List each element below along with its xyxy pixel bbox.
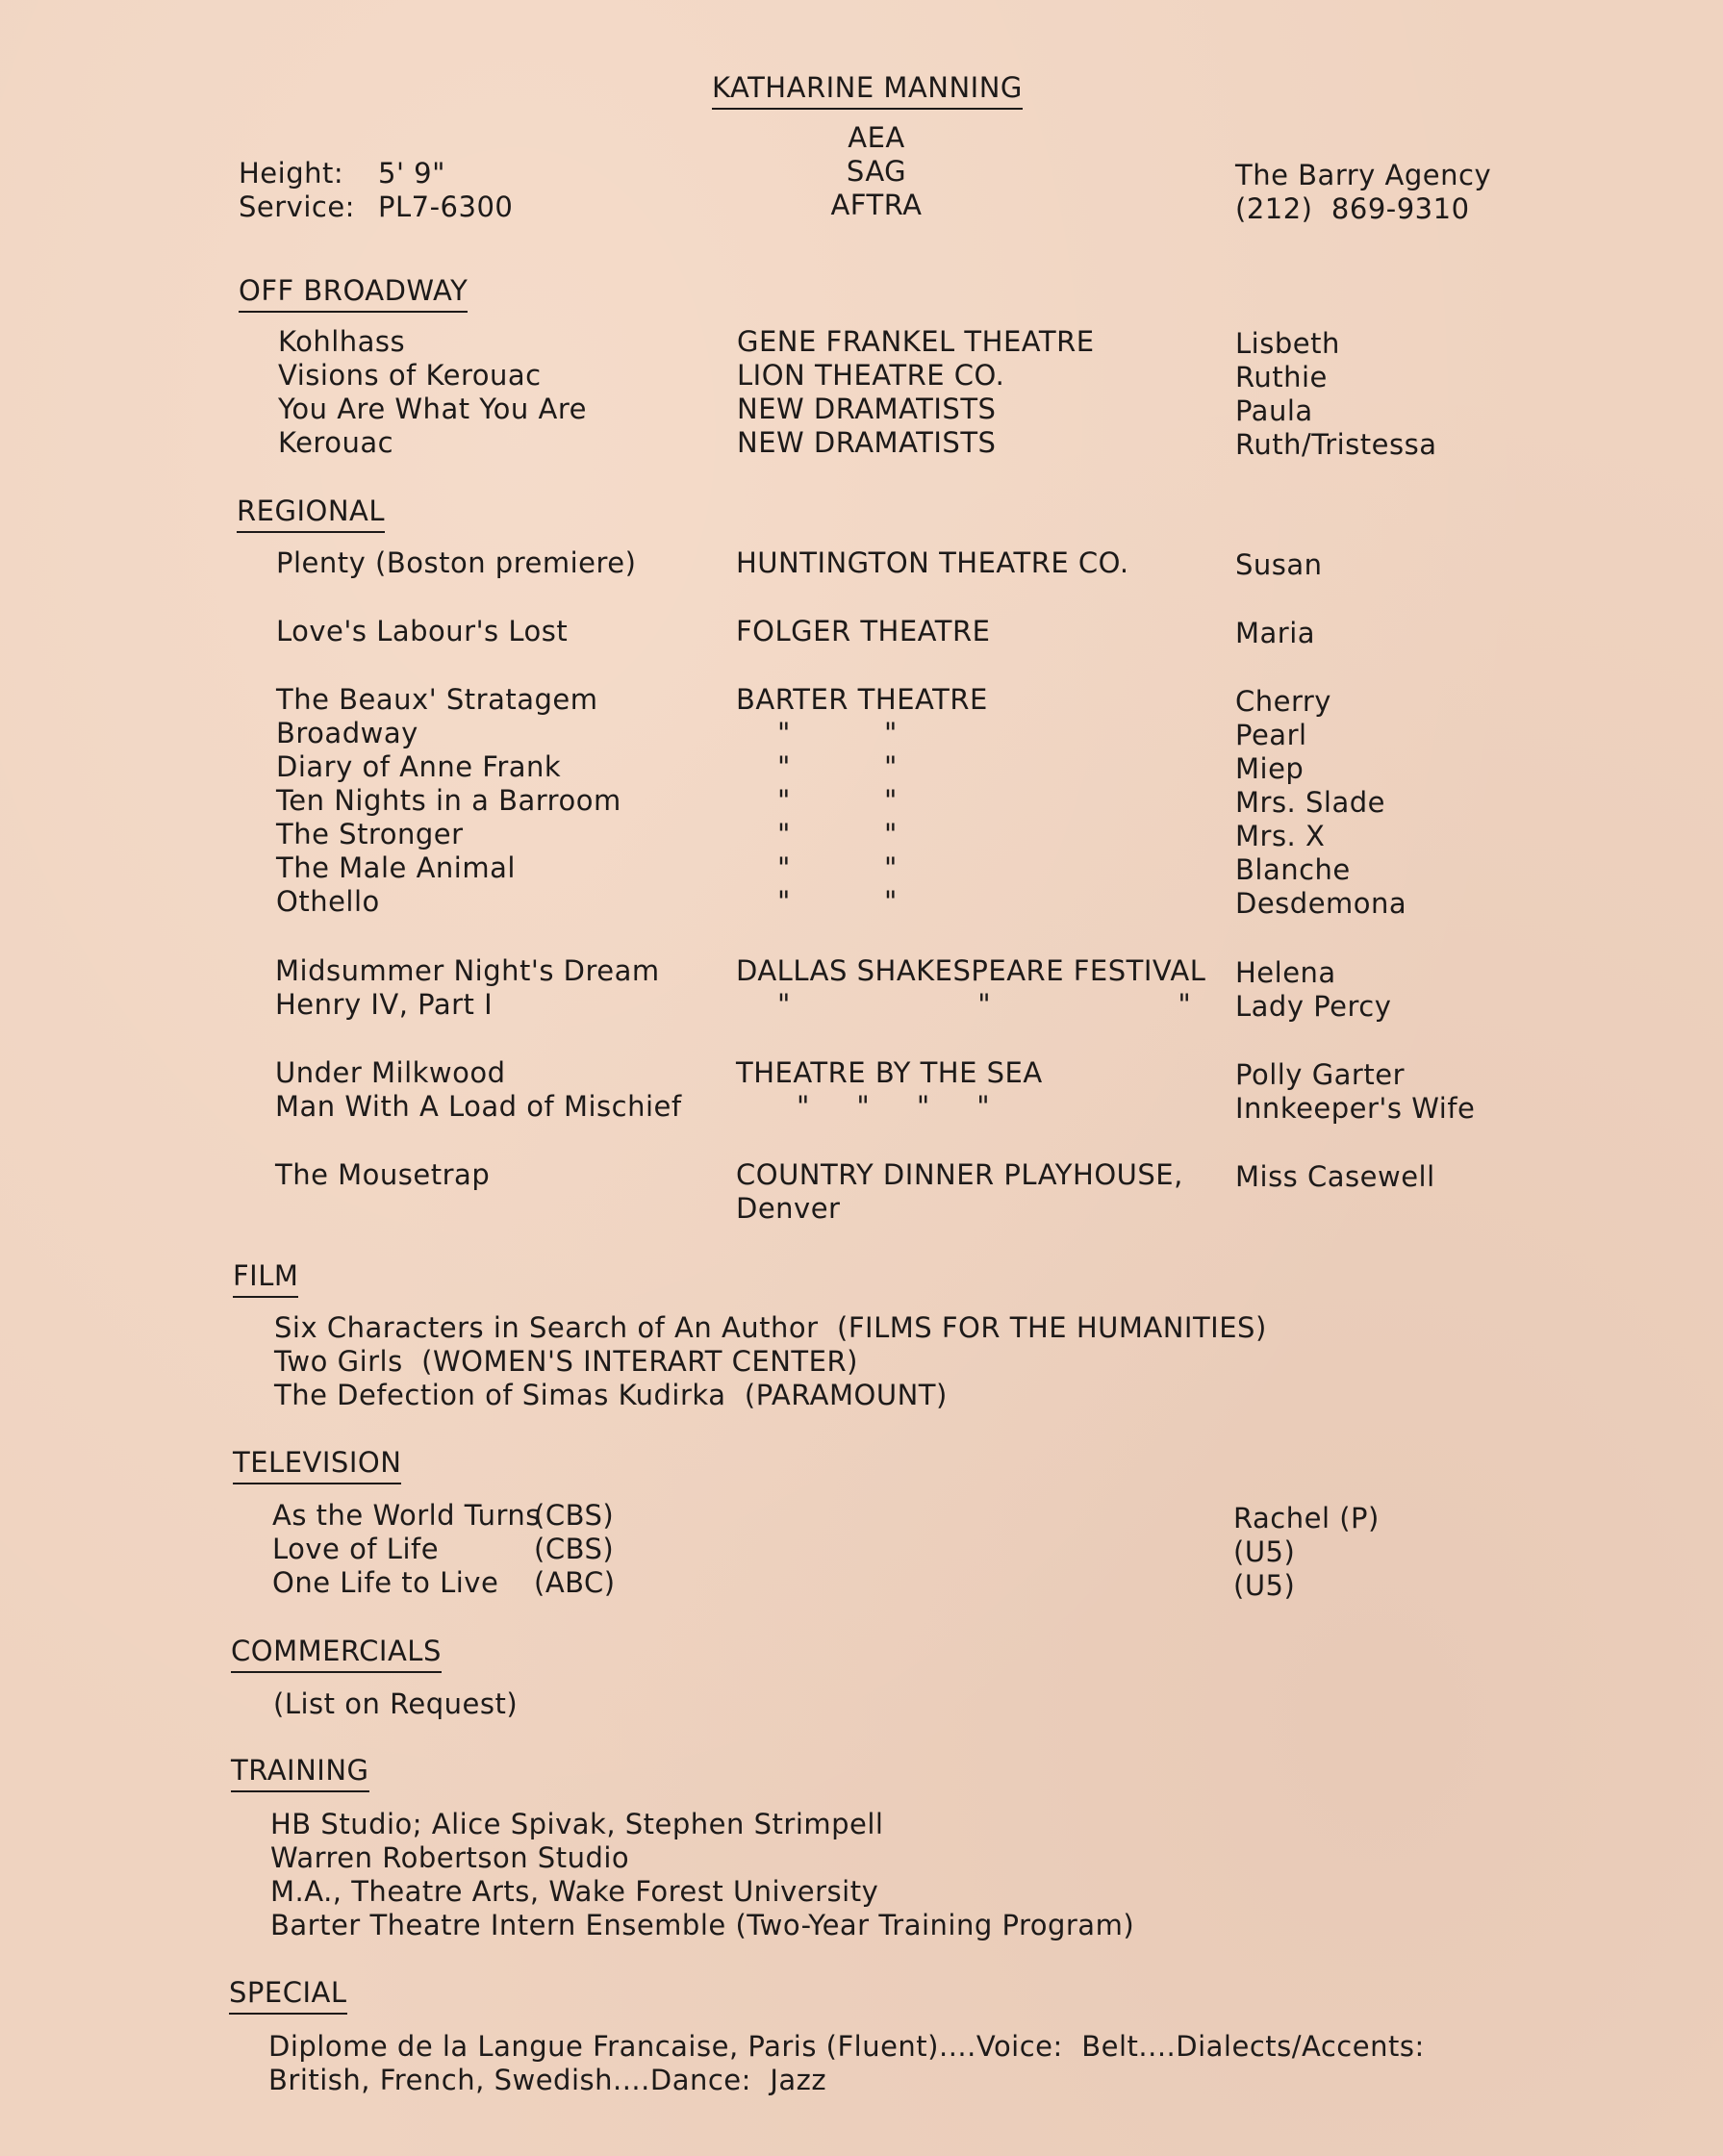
section-heading-television: TELEVISION — [233, 1446, 401, 1484]
credit-show: The Mousetrap — [275, 1158, 491, 1191]
credit-show: Othello — [276, 885, 380, 918]
credit-role: Blanche — [1235, 853, 1351, 886]
credit-show: The Stronger — [276, 818, 464, 850]
film-credit: Six Characters in Search of An Author (FILMS FOR THE HUMANITIES) — [274, 1311, 1267, 1344]
agency-name: The Barry Agency — [1235, 159, 1492, 191]
training-item: HB Studio; Alice Spivak, Stephen Strimpell — [270, 1808, 884, 1840]
credit-show: Under Milkwood — [275, 1056, 506, 1089]
credit-venue-ditto: " " — [777, 750, 898, 783]
credit-venue: NEW DRAMATISTS — [737, 393, 997, 425]
credit-role: Helena — [1235, 956, 1336, 989]
credit-venue: HUNTINGTON THEATRE CO. — [736, 546, 1129, 579]
credit-venue: FOLGER THEATRE — [736, 615, 991, 647]
tv-role: (U5) — [1233, 1535, 1296, 1568]
section-heading-commercials: COMMERCIALS — [231, 1635, 442, 1673]
service-label: Service: — [239, 190, 355, 223]
credit-show: The Beaux' Stratagem — [276, 683, 598, 716]
credit-venue-ditto: " " " — [777, 988, 1192, 1021]
section-heading-off-broadway: OFF BROADWAY — [239, 274, 468, 313]
height-label: Height: — [239, 157, 344, 190]
credit-role: Mrs. X — [1235, 820, 1326, 852]
union-sag: SAG — [846, 155, 907, 188]
credit-venue-ditto: " " — [777, 784, 898, 817]
credit-venue: NEW DRAMATISTS — [737, 426, 997, 459]
tv-show: As the World Turns — [272, 1499, 541, 1532]
credit-show: Plenty (Boston premiere) — [276, 546, 637, 579]
tv-role: Rachel (P) — [1233, 1502, 1380, 1535]
credit-role: Innkeeper's Wife — [1235, 1092, 1476, 1125]
credit-show: Visions of Kerouac — [278, 359, 542, 392]
credit-show: Kerouac — [278, 426, 394, 459]
section-heading-training: TRAINING — [231, 1754, 369, 1792]
tv-network: (ABC) — [534, 1566, 616, 1599]
credit-role: Ruth/Tristessa — [1235, 428, 1437, 461]
credit-role: Miss Casewell — [1235, 1160, 1435, 1193]
film-credit: The Defection of Simas Kudirka (PARAMOUNT) — [274, 1379, 948, 1411]
credit-role: Miep — [1235, 752, 1305, 785]
credit-role: Paula — [1235, 394, 1313, 427]
tv-role: (U5) — [1233, 1569, 1296, 1602]
section-heading-film: FILM — [233, 1259, 298, 1298]
credit-role: Polly Garter — [1235, 1058, 1405, 1091]
special-line: Diplome de la Langue Francaise, Paris (Fluent)....Voice: Belt....Dialects/Accents: — [268, 2030, 1425, 2063]
credit-venue-ditto: " " — [777, 717, 898, 749]
tv-show: One Life to Live — [272, 1566, 499, 1599]
credit-venue-ditto: " " — [777, 885, 898, 918]
credit-show: Kohlhass — [278, 325, 406, 358]
height-value: 5' 9" — [378, 157, 445, 190]
tv-show: Love of Life — [272, 1533, 440, 1565]
credit-show: Midsummer Night's Dream — [275, 954, 660, 987]
training-item: M.A., Theatre Arts, Wake Forest University — [270, 1875, 879, 1908]
credit-show: Ten Nights in a Barroom — [276, 784, 621, 817]
credit-venue: THEATRE BY THE SEA — [736, 1056, 1043, 1089]
credit-role: Desdemona — [1235, 887, 1407, 920]
credit-role: Susan — [1235, 548, 1323, 581]
training-item: Warren Robertson Studio — [270, 1841, 630, 1874]
credit-role: Cherry — [1235, 685, 1331, 718]
union-aea: AEA — [848, 121, 905, 154]
section-heading-special: SPECIAL — [229, 1976, 347, 2015]
credit-venue: COUNTRY DINNER PLAYHOUSE, — [736, 1158, 1183, 1191]
credit-venue-city: Denver — [736, 1192, 841, 1225]
credit-show: Man With A Load of Mischief — [275, 1090, 682, 1123]
credit-venue: BARTER THEATRE — [736, 683, 988, 716]
agency-phone: (212) 869-9310 — [1235, 192, 1470, 225]
credit-venue-ditto: " " " " — [797, 1090, 991, 1123]
section-heading-regional: REGIONAL — [237, 495, 385, 533]
credit-role: Pearl — [1235, 719, 1307, 751]
credit-show: Broadway — [276, 717, 418, 749]
training-item: Barter Theatre Intern Ensemble (Two-Year Training Program) — [270, 1909, 1135, 1941]
credit-show: The Male Animal — [276, 851, 516, 884]
tv-network: (CBS) — [534, 1499, 615, 1532]
credit-venue: LION THEATRE CO. — [737, 359, 1005, 392]
service-value: PL7-6300 — [378, 190, 514, 223]
credit-role: Lisbeth — [1235, 327, 1340, 360]
credit-role: Ruthie — [1235, 361, 1328, 393]
tv-network: (CBS) — [534, 1533, 615, 1565]
credit-venue: GENE FRANKEL THEATRE — [737, 325, 1095, 358]
credit-show: Henry IV, Part I — [275, 988, 494, 1021]
film-credit: Two Girls (WOMEN'S INTERART CENTER) — [274, 1345, 858, 1378]
special-line: British, French, Swedish....Dance: Jazz — [268, 2064, 827, 2096]
credit-show: You Are What You Are — [278, 393, 587, 425]
credit-show: Diary of Anne Frank — [276, 750, 562, 783]
credit-role: Lady Percy — [1235, 990, 1392, 1023]
resume-name: KATHARINE MANNING — [712, 71, 1023, 110]
union-aftra: AFTRA — [830, 189, 923, 221]
credit-venue: DALLAS SHAKESPEARE FESTIVAL — [736, 954, 1206, 987]
credit-role: Maria — [1235, 617, 1316, 649]
credit-venue-ditto: " " — [777, 851, 898, 884]
credit-show: Love's Labour's Lost — [276, 615, 569, 647]
commercials-note: (List on Request) — [273, 1687, 519, 1720]
credit-venue-ditto: " " — [777, 818, 898, 850]
credit-role: Mrs. Slade — [1235, 786, 1385, 819]
